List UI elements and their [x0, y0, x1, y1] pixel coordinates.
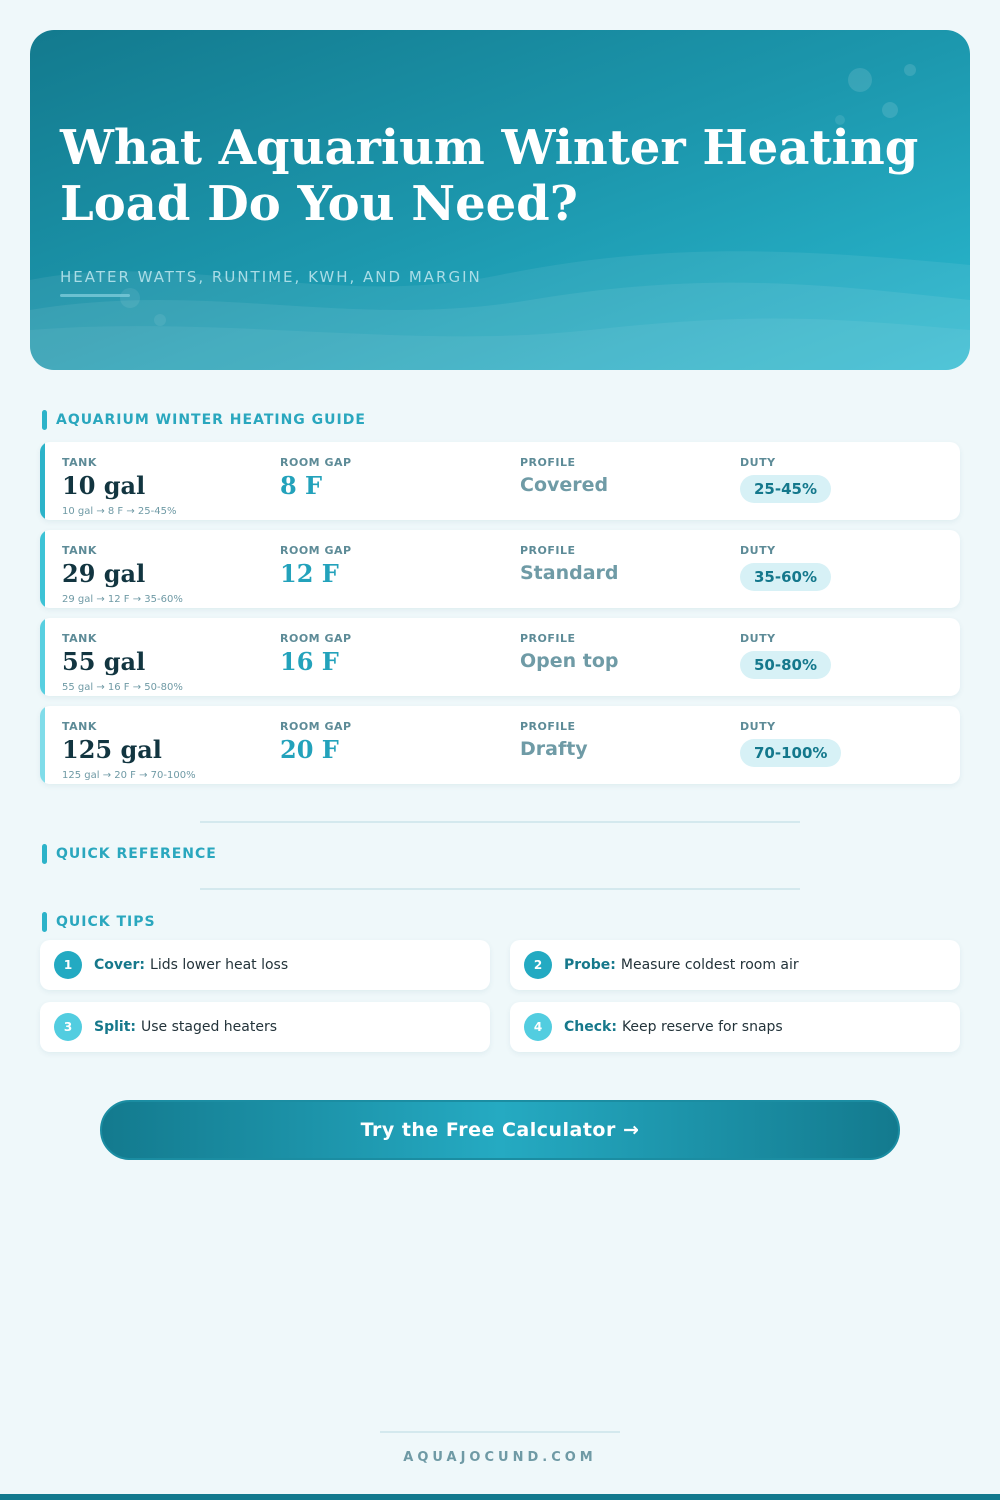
profile-value: Open top: [520, 650, 619, 672]
bubble-icon: [882, 102, 898, 118]
tank-column: [62, 720, 162, 764]
tank-value: 55 gal: [62, 647, 146, 676]
tank-value: 10 gal: [62, 471, 146, 500]
section-title: QUICK TIPS: [56, 914, 156, 930]
gap-column: [280, 632, 352, 676]
tip-card: [510, 1002, 960, 1052]
profile-value: Standard: [520, 562, 619, 584]
row-accent-bar: [40, 618, 45, 696]
divider: [200, 821, 800, 823]
free-calculator-button[interactable]: [100, 1100, 900, 1160]
profile-label: PROFILE: [520, 632, 576, 645]
gap-label: ROOM GAP: [280, 720, 352, 733]
section-marker: [42, 410, 47, 430]
tip-text: Use staged heaters: [141, 1019, 278, 1035]
gap-value: 16 F: [280, 647, 339, 676]
page-subtitle: HEATER WATTS, RUNTIME, KWH, AND MARGIN: [60, 268, 482, 286]
bubble-icon: [848, 68, 872, 92]
tip-card: [40, 1002, 490, 1052]
tip-text: Lids lower heat loss: [150, 957, 289, 973]
bubble-icon: [154, 314, 166, 326]
profile-column: [520, 544, 619, 584]
row-accent-bar: [40, 706, 45, 784]
divider: [200, 888, 800, 890]
guide-row: [40, 442, 960, 520]
tip-card: [510, 940, 960, 990]
tank-value: 125 gal: [62, 735, 162, 764]
gap-column: [280, 544, 352, 588]
duty-column: [740, 632, 831, 679]
bubble-icon: [904, 64, 916, 76]
tip-number-badge: 3: [54, 1013, 82, 1041]
section-title: AQUARIUM WINTER HEATING GUIDE: [56, 412, 366, 428]
profile-label: PROFILE: [520, 544, 576, 557]
tank-value: 29 gal: [62, 559, 146, 588]
tip-keyword: Check:: [564, 1019, 617, 1035]
section-marker: [42, 844, 47, 864]
gap-value: 20 F: [280, 735, 339, 764]
section-title: QUICK REFERENCE: [56, 846, 217, 862]
tank-column: [62, 544, 145, 588]
tank-label: TANK: [62, 544, 97, 557]
tip-number-badge: 2: [524, 951, 552, 979]
profile-label: PROFILE: [520, 456, 576, 469]
duty-label: DUTY: [740, 544, 776, 557]
gap-label: ROOM GAP: [280, 456, 352, 469]
duty-column: [740, 720, 841, 767]
guide-row: [40, 706, 960, 784]
duty-column: [740, 544, 831, 591]
tip-keyword: Probe:: [564, 957, 616, 973]
cta-label: Try the Free Calculator →: [360, 1119, 640, 1141]
title-underline: [60, 294, 130, 297]
profile-label: PROFILE: [520, 720, 576, 733]
guide-section-heading: [42, 410, 366, 430]
row-summary: 29 gal → 12 F → 35-60%: [62, 594, 183, 605]
gap-column: [280, 456, 352, 500]
footer-divider: [380, 1431, 620, 1433]
tip-text: Keep reserve for snaps: [621, 1019, 783, 1035]
duty-badge: 50-80%: [740, 651, 831, 679]
tip-number-badge: 1: [54, 951, 82, 979]
tank-label: TANK: [62, 632, 97, 645]
profile-column: [520, 456, 608, 496]
profile-value: Drafty: [520, 738, 588, 760]
row-summary: 125 gal → 20 F → 70-100%: [62, 770, 196, 781]
gap-value: 12 F: [280, 559, 339, 588]
guide-row: [40, 618, 960, 696]
gap-label: ROOM GAP: [280, 632, 352, 645]
quick-tips-heading: [42, 912, 156, 932]
row-accent-bar: [40, 530, 45, 608]
tip-card: [40, 940, 490, 990]
tank-label: TANK: [62, 720, 97, 733]
footer-site-link[interactable]: AQUAJOCUND.COM: [403, 1450, 597, 1465]
tip-keyword: Cover:: [94, 957, 146, 973]
duty-column: [740, 456, 831, 503]
guide-row: [40, 530, 960, 608]
quick-reference-heading: [42, 844, 217, 864]
page-title: What Aquarium Winter Heating Load Do You Need?: [60, 120, 919, 232]
profile-column: [520, 632, 619, 672]
duty-badge: 25-45%: [740, 475, 831, 503]
bubble-icon: [120, 288, 140, 308]
gap-value: 8 F: [280, 471, 323, 500]
tip-keyword: Split:: [94, 1019, 136, 1035]
row-summary: 10 gal → 8 F → 25-45%: [62, 506, 177, 517]
profile-column: [520, 720, 588, 760]
row-summary: 55 gal → 16 F → 50-80%: [62, 682, 183, 693]
duty-label: DUTY: [740, 720, 776, 733]
profile-value: Covered: [520, 474, 609, 496]
duty-label: DUTY: [740, 632, 776, 645]
tank-column: [62, 632, 145, 676]
tip-text: Measure coldest room air: [620, 957, 799, 973]
duty-badge: 35-60%: [740, 563, 831, 591]
tip-number-badge: 4: [524, 1013, 552, 1041]
hero-banner: [30, 30, 970, 370]
gap-column: [280, 720, 352, 764]
section-marker: [42, 912, 47, 932]
bottom-bar: [0, 1494, 1000, 1500]
duty-label: DUTY: [740, 456, 776, 469]
row-accent-bar: [40, 442, 45, 520]
gap-label: ROOM GAP: [280, 544, 352, 557]
duty-badge: 70-100%: [740, 739, 841, 767]
tank-column: [62, 456, 145, 500]
tank-label: TANK: [62, 456, 97, 469]
